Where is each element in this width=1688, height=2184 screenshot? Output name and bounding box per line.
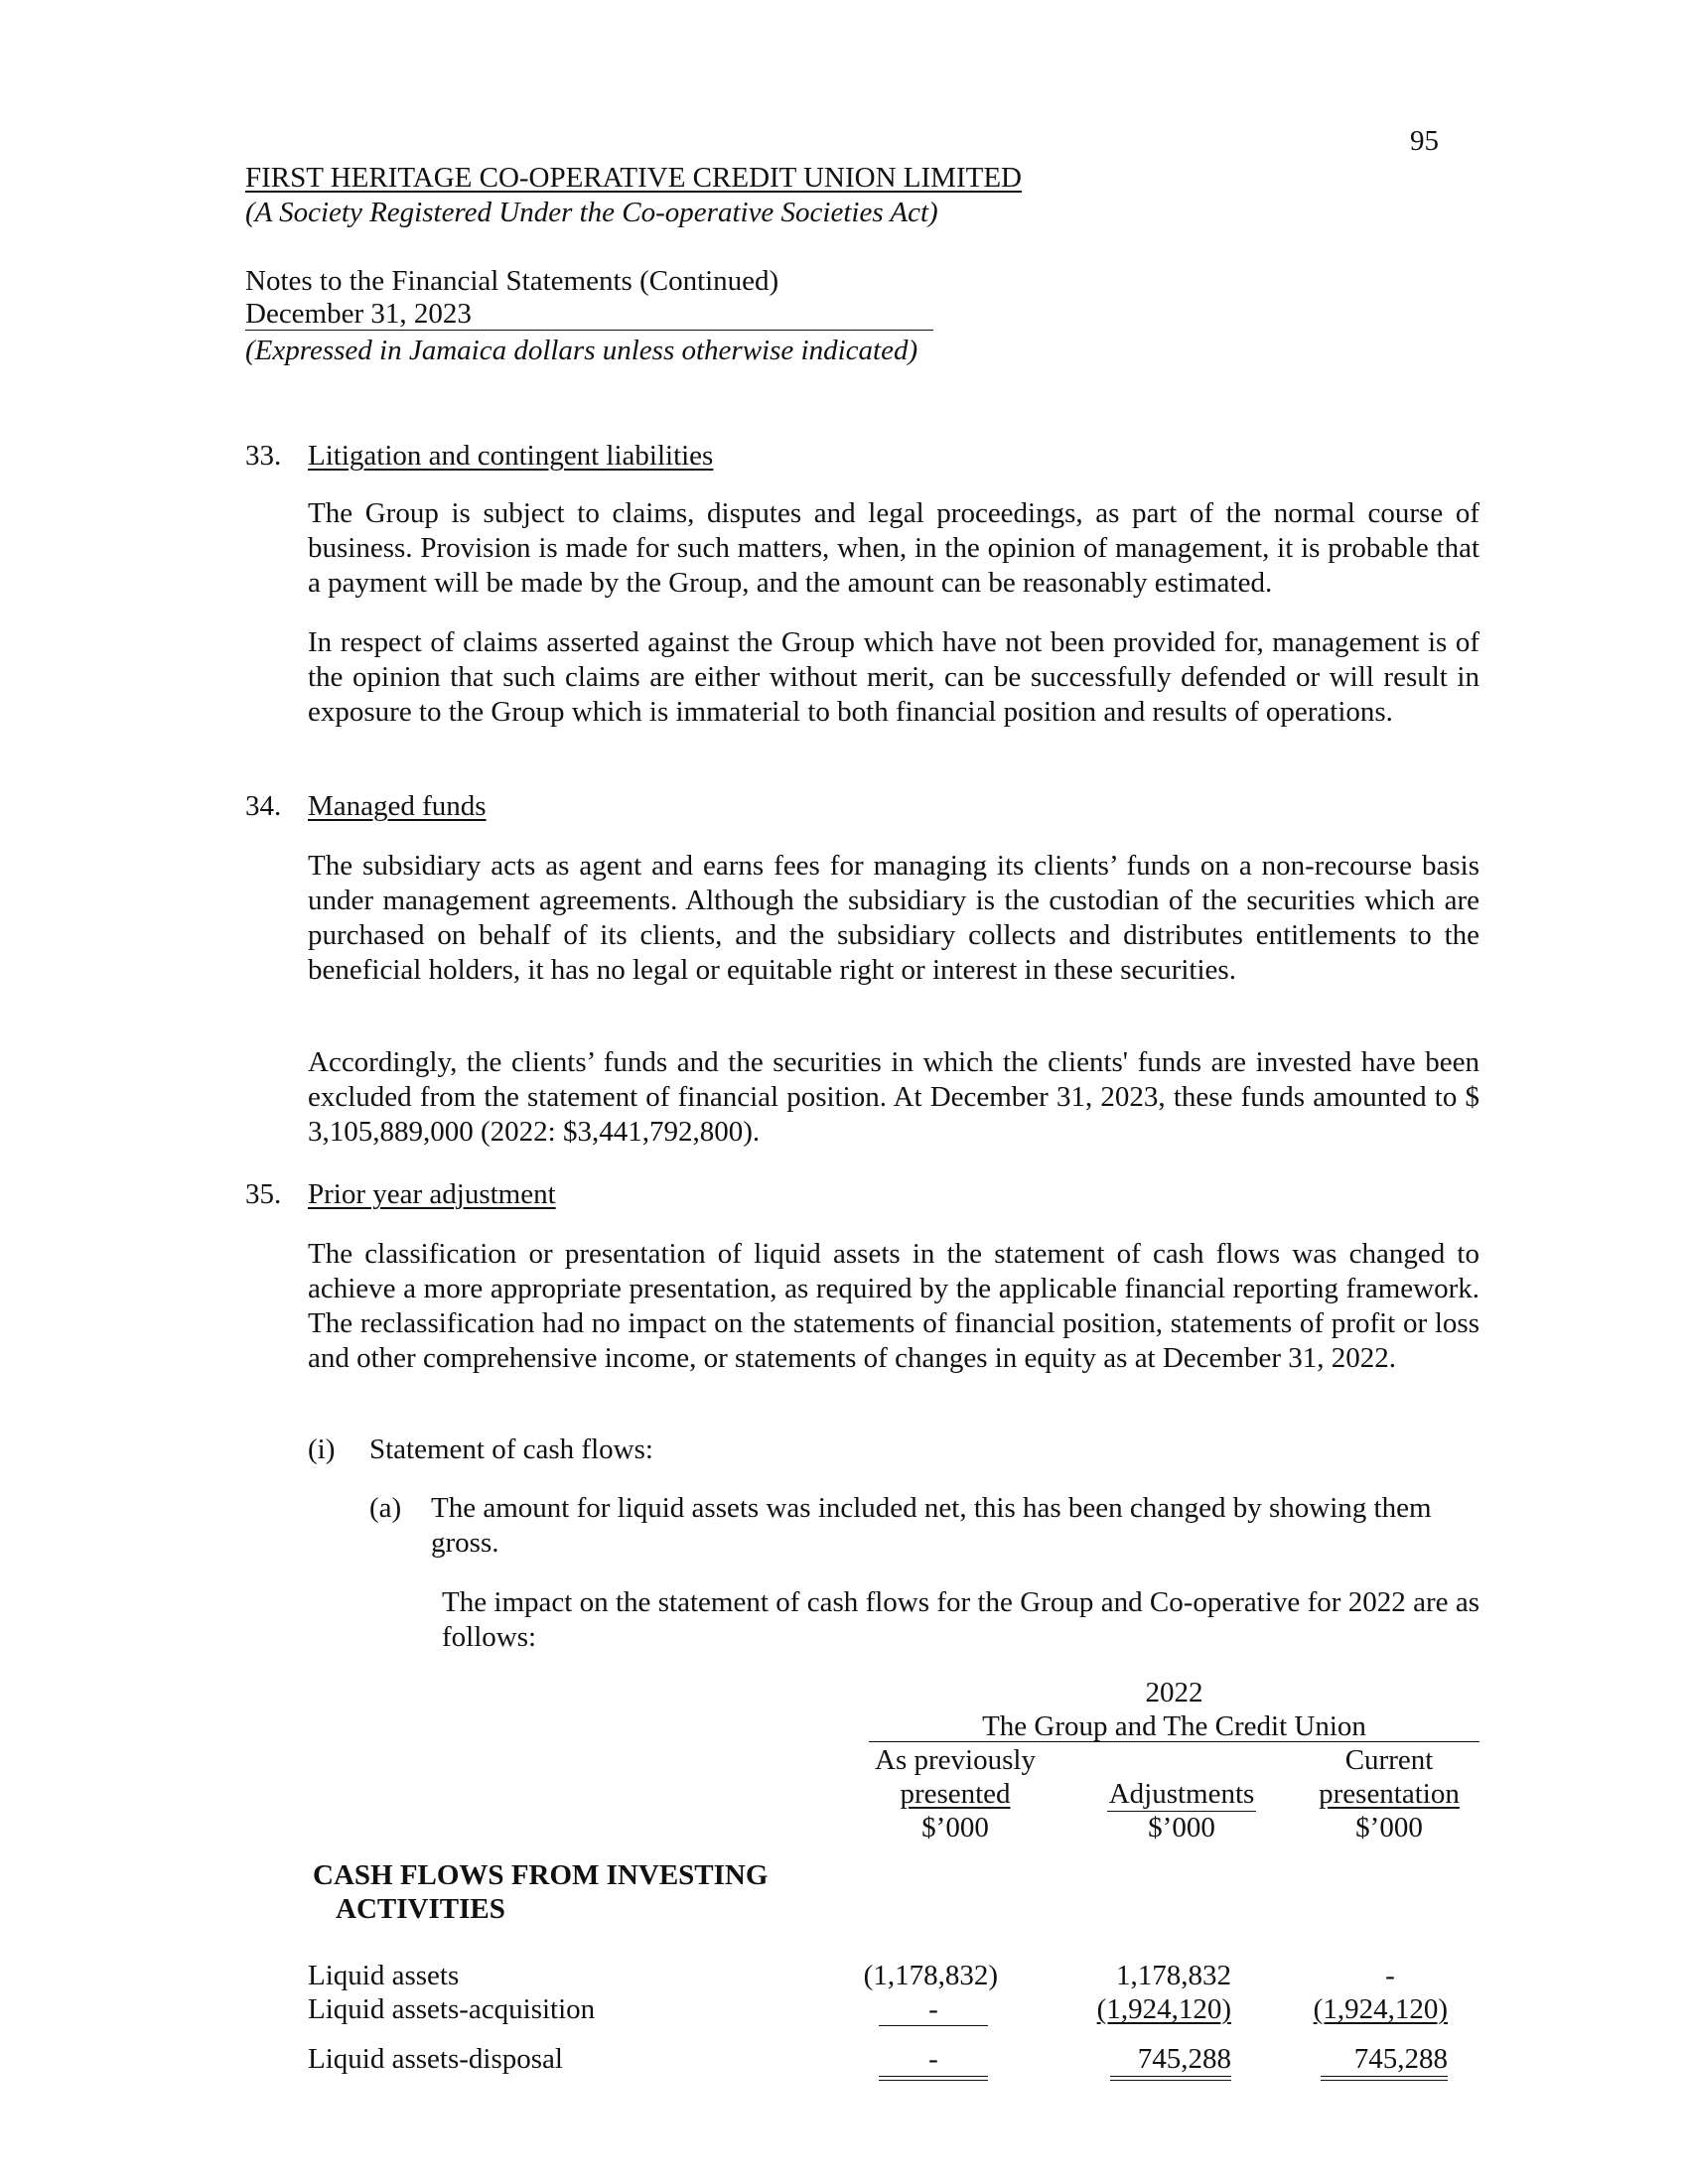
statement-date: December 31, 2023 xyxy=(245,299,933,331)
row-label: Liquid assets-acquisition xyxy=(308,1993,596,2025)
cell-value: 745,288 xyxy=(1137,2043,1231,2075)
cell-value: - xyxy=(928,2043,938,2075)
cell-double-rule xyxy=(879,2076,988,2081)
cell-value: 745,288 xyxy=(1353,2043,1448,2075)
section-number: 35. xyxy=(245,1178,282,1210)
notes-title: Notes to the Financial Statements (Continued) xyxy=(245,265,779,297)
paragraph: In respect of claims asserted against the Group which have not been provided for, management is of the opinion that such claims are either without merit, can be successfully defended or will result in exposure to the Group which is immaterial to both financial position and results of operations. xyxy=(308,626,1479,728)
currency-note: (Expressed in Jamaica dollars unless otherwise indicated) xyxy=(245,335,918,366)
cell-value: (1,178,832) xyxy=(863,1960,998,1991)
column-unit: $’000 xyxy=(1148,1812,1215,1843)
paragraph: The classification or presentation of liquid assets in the statement of cash flows was changed to achieve a more appropriate presentation, as required by the applicable financial reporting framework. The reclassification had no impact on the statements of financial position, statements of profit or loss and other comprehensive income, or statements of changes in equity as at December 31, 2022. xyxy=(308,1238,1479,1374)
sub-item-text: The amount for liquid assets was included net, this has been changed by showing them gross. xyxy=(431,1492,1432,1559)
table-year: 2022 xyxy=(1145,1677,1203,1708)
table-section-heading: ACTIVITIES xyxy=(336,1893,505,1925)
sub-item-label: (a) xyxy=(369,1492,402,1524)
section-title: Litigation and contingent liabilities xyxy=(308,440,714,472)
company-name: FIRST HERITAGE CO-OPERATIVE CREDIT UNION LIMITED xyxy=(245,162,1022,194)
table-section-heading: CASH FLOWS FROM INVESTING xyxy=(313,1859,769,1891)
paragraph: Accordingly, the clients’ funds and the securities in which the clients' funds are invested have been excluded from the statement of financial position. At December 31, 2023, these funds amounted to $ 3,105,889,000 (2022: $3,441,792,800). xyxy=(308,1046,1479,1148)
company-subtitle: (A Society Registered Under the Co-operative Societies Act) xyxy=(245,197,938,228)
impact-text: The impact on the statement of cash flows for the Group and Co-operative for 2022 are as follows: xyxy=(442,1586,1479,1653)
sub-item-label: (i) xyxy=(308,1433,336,1465)
column-header-line2: presented xyxy=(900,1778,1011,1810)
paragraph: The subsidiary acts as agent and earns fees for managing its clients’ funds on a non-recourse basis under management agreements. Although the subsidiary is the custodian of the securities which are purchased on behalf of its clients, and the subsidiary collects and distributes entitlements to the beneficial holders, it has no legal or equitable right or interest in these securities. xyxy=(308,850,1479,986)
row-label: Liquid assets xyxy=(308,1960,460,1991)
cell-value: - xyxy=(928,1993,938,2025)
column-unit: $’000 xyxy=(921,1812,989,1843)
section-number: 34. xyxy=(245,790,282,822)
paragraph: The Group is subject to claims, disputes and legal proceedings, as part of the normal course of business. Provision is made for such matters, when, in the opinion of management, it is probable that a payment will be made by the Group, and the amount can be reasonably estimated. xyxy=(308,497,1479,599)
cell-value: (1,924,120) xyxy=(1096,1993,1231,2025)
group-header-rule xyxy=(869,1741,1479,1742)
cell-value: 1,178,832 xyxy=(1116,1960,1231,1991)
section-number: 33. xyxy=(245,440,282,472)
column-header-line2: Adjustments xyxy=(1108,1778,1255,1810)
section-title: Prior year adjustment xyxy=(308,1178,556,1210)
section-title: Managed funds xyxy=(308,790,487,822)
column-header-line1: Current xyxy=(1344,1744,1434,1776)
cell-double-rule xyxy=(1110,2076,1231,2081)
column-header-line2: presentation xyxy=(1319,1778,1460,1810)
table-group-header: The Group and The Credit Union xyxy=(982,1710,1366,1742)
cell-value: - xyxy=(1385,1960,1395,1991)
cell-double-rule xyxy=(1321,2076,1448,2081)
column-unit: $’000 xyxy=(1355,1812,1423,1843)
cell-rule xyxy=(879,2025,988,2026)
cell-value: (1,924,120) xyxy=(1313,1993,1448,2025)
column-header-line1: As previously xyxy=(875,1744,1036,1776)
page-number: 95 xyxy=(1410,125,1439,157)
sub-item-text: Statement of cash flows: xyxy=(369,1433,653,1465)
row-label: Liquid assets-disposal xyxy=(308,2043,563,2075)
